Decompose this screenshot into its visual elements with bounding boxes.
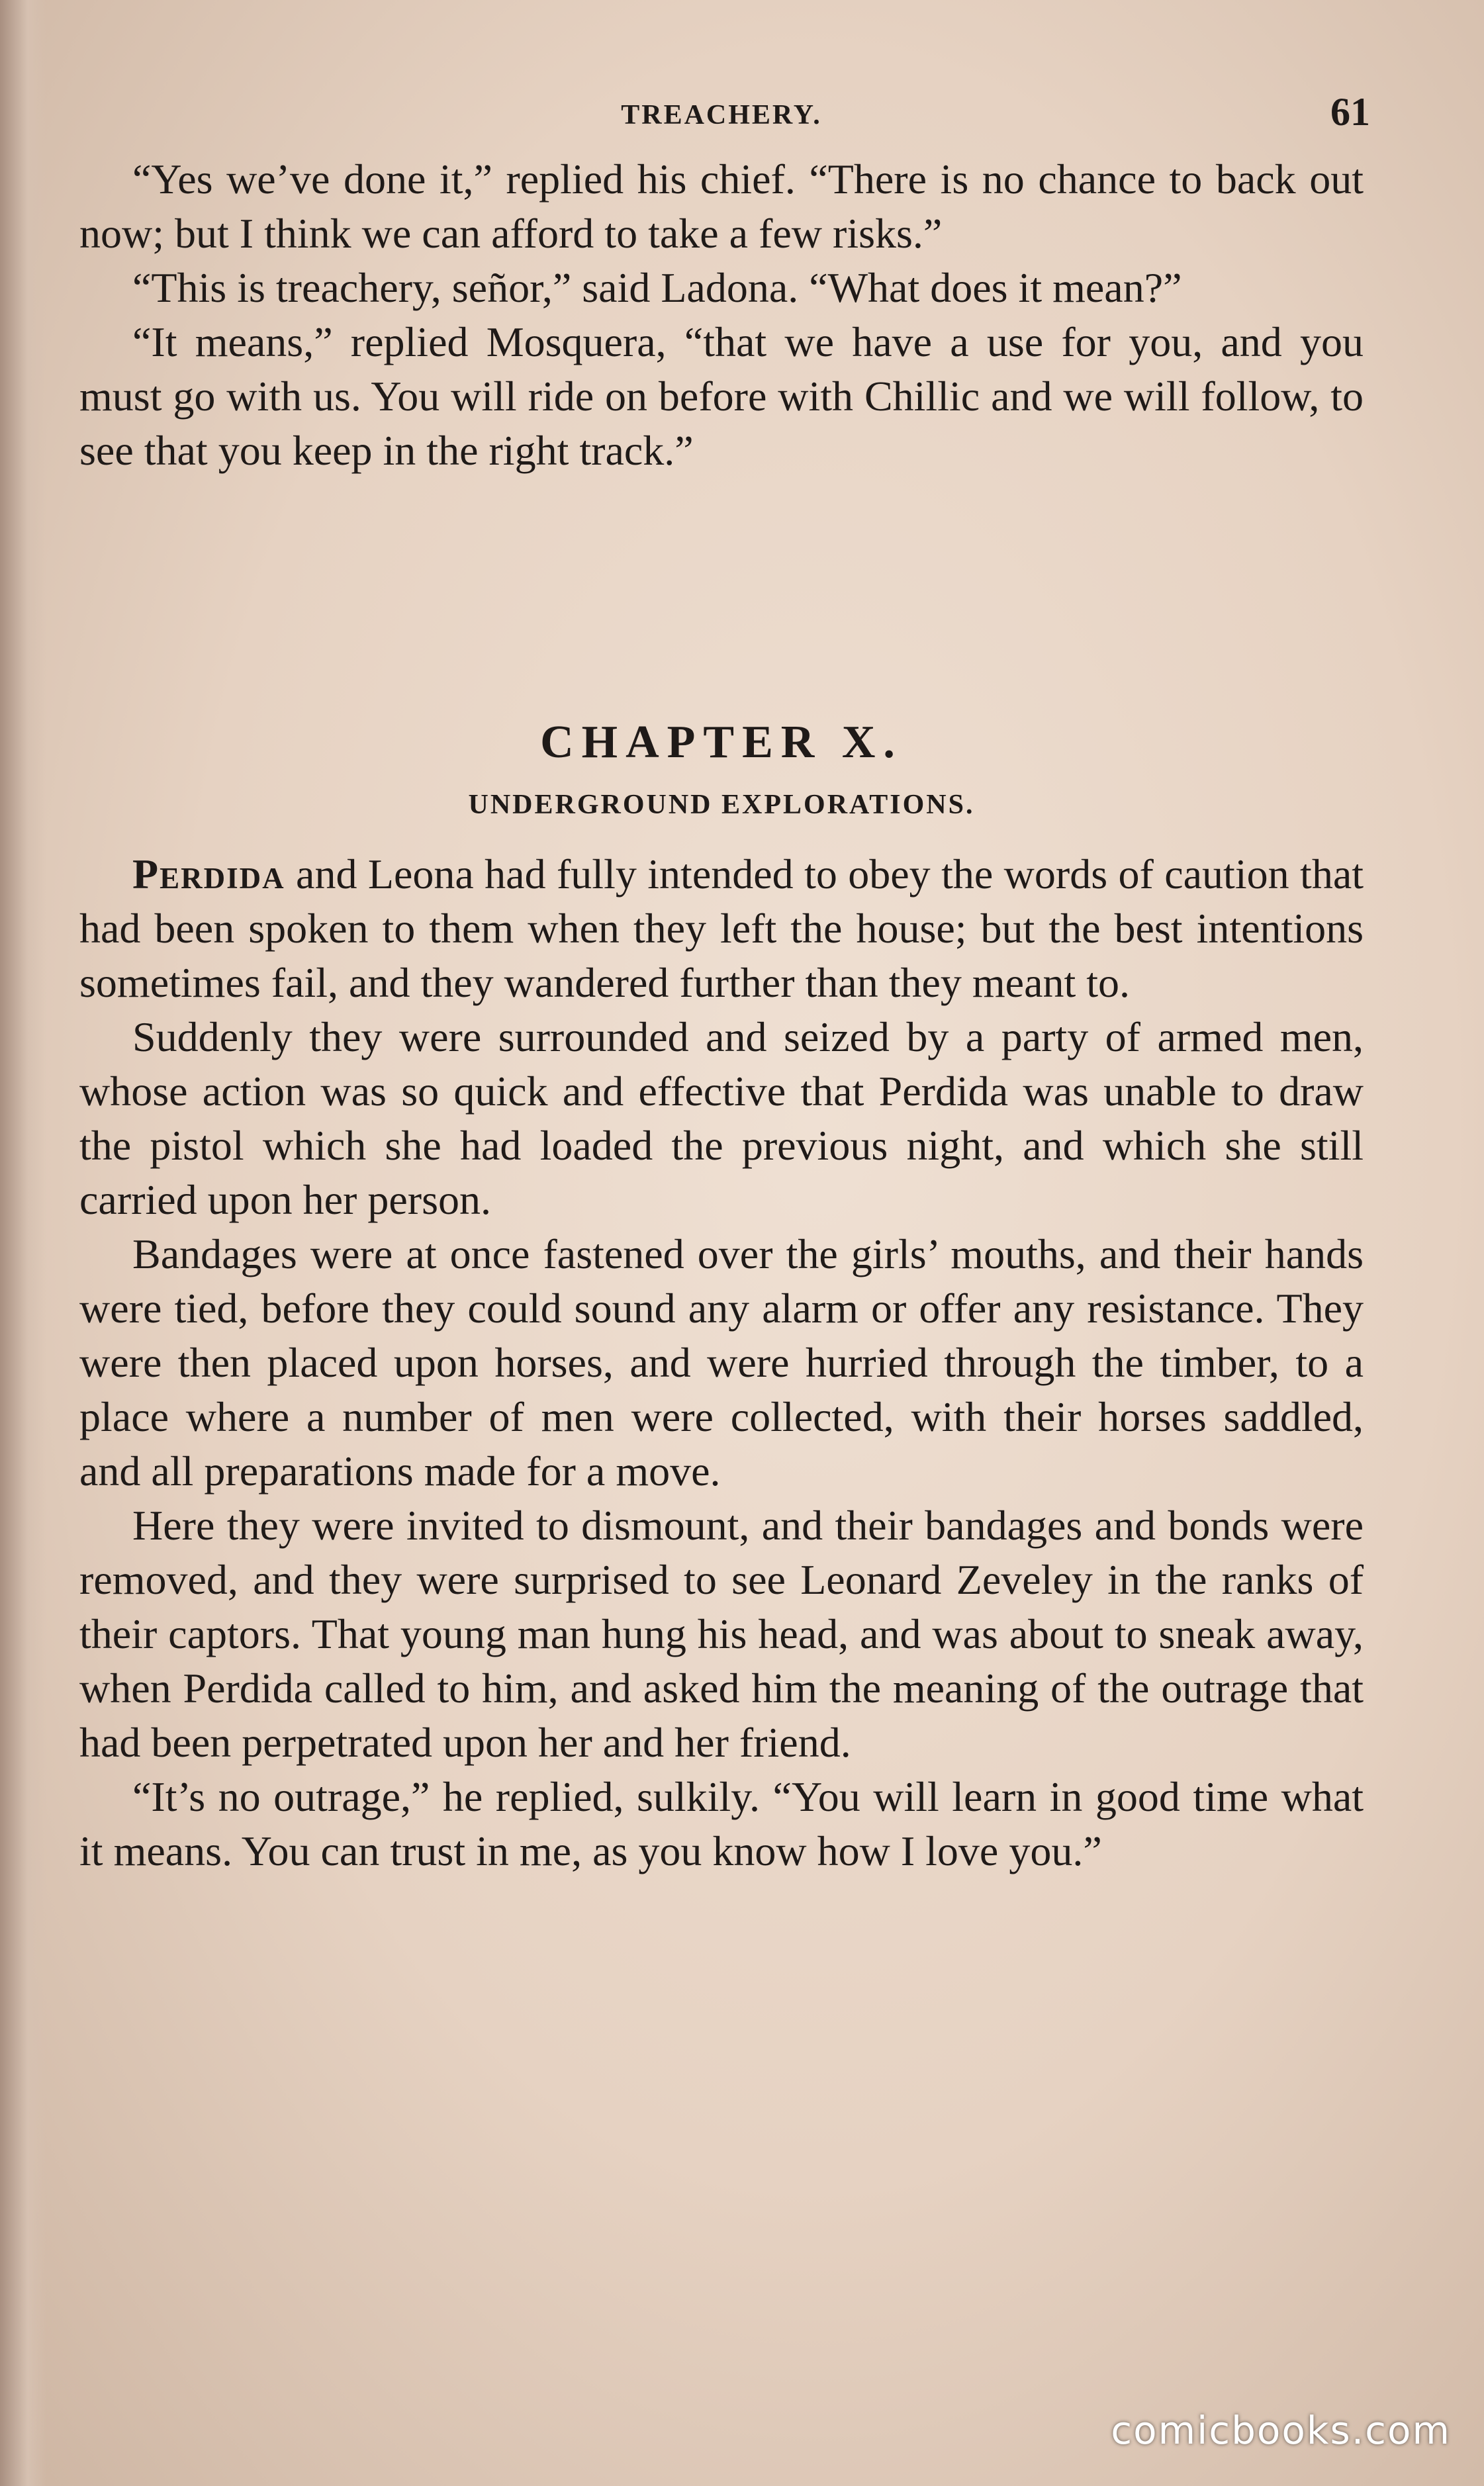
chapter-title: CHAPTER X. [540, 717, 903, 768]
chapter-body [79, 847, 1364, 1878]
paragraph [79, 847, 1364, 1010]
page-number: 61 [1330, 90, 1370, 134]
running-head [79, 86, 1370, 146]
paragraph: Bandages were at once fastened over the girls’ mouths, and their hands were tied, before they could sound any alarm or offer any resistance. They were then placed upon horses, and were hurried through the timber, to a place where a number of men were collected, with their horses saddled, and all preparations made for a move. [79, 1230, 1364, 1495]
paragraph: Suddenly they were surrounded and seized by a party of armed men, whose action was so quick and effective that Perdida was unable to draw the pistol which she had loaded the previous night, and which she still carried upon her person. [79, 1013, 1364, 1223]
chapter-heading [79, 716, 1364, 821]
book-page [79, 86, 1370, 1878]
previous-chapter-ending [79, 152, 1364, 478]
paragraph: “It means,” replied Mosquera, “that we have a use for you, and you must go with us. You will ride on before with Chillic and we will follow, to see that you keep in the right track.” [79, 318, 1364, 474]
paragraph: “It’s no outrage,” he replied, sulkily. “You will learn in good time what it means. You can trust in me, as you know how I love you.” [79, 1773, 1364, 1874]
page-spine-shadow [0, 0, 46, 2486]
chapter-subtitle: UNDERGROUND EXPLORATIONS. [468, 790, 975, 820]
watermark: comicbooks.com [1111, 2408, 1451, 2453]
paragraph: “This is treachery, señor,” said Ladona. “What does it mean?” [132, 264, 1182, 311]
paragraph: “Yes we’ve done it,” replied his chief. “There is no chance to back out now; but I think we can afford to take a few risks.” [79, 156, 1364, 257]
paragraph-text: and Leona had fully intended to obey the words of caution that had been spoken to them when they left the house; but the best intentions sometimes fail, and they wandered further than they meant to. [79, 851, 1364, 1006]
paragraph: Here they were invited to dismount, and their bandages and bonds were removed, and they were surprised to see Leonard Zeveley in the ranks of their captors. That young man hung his head, and was about to sneak away, when Perdida called to him, and asked him the meaning of the outrage that had been perpetrated upon her and her friend. [79, 1502, 1364, 1766]
opening-word: Perdida [132, 851, 285, 898]
running-title: TREACHERY. [621, 100, 822, 130]
